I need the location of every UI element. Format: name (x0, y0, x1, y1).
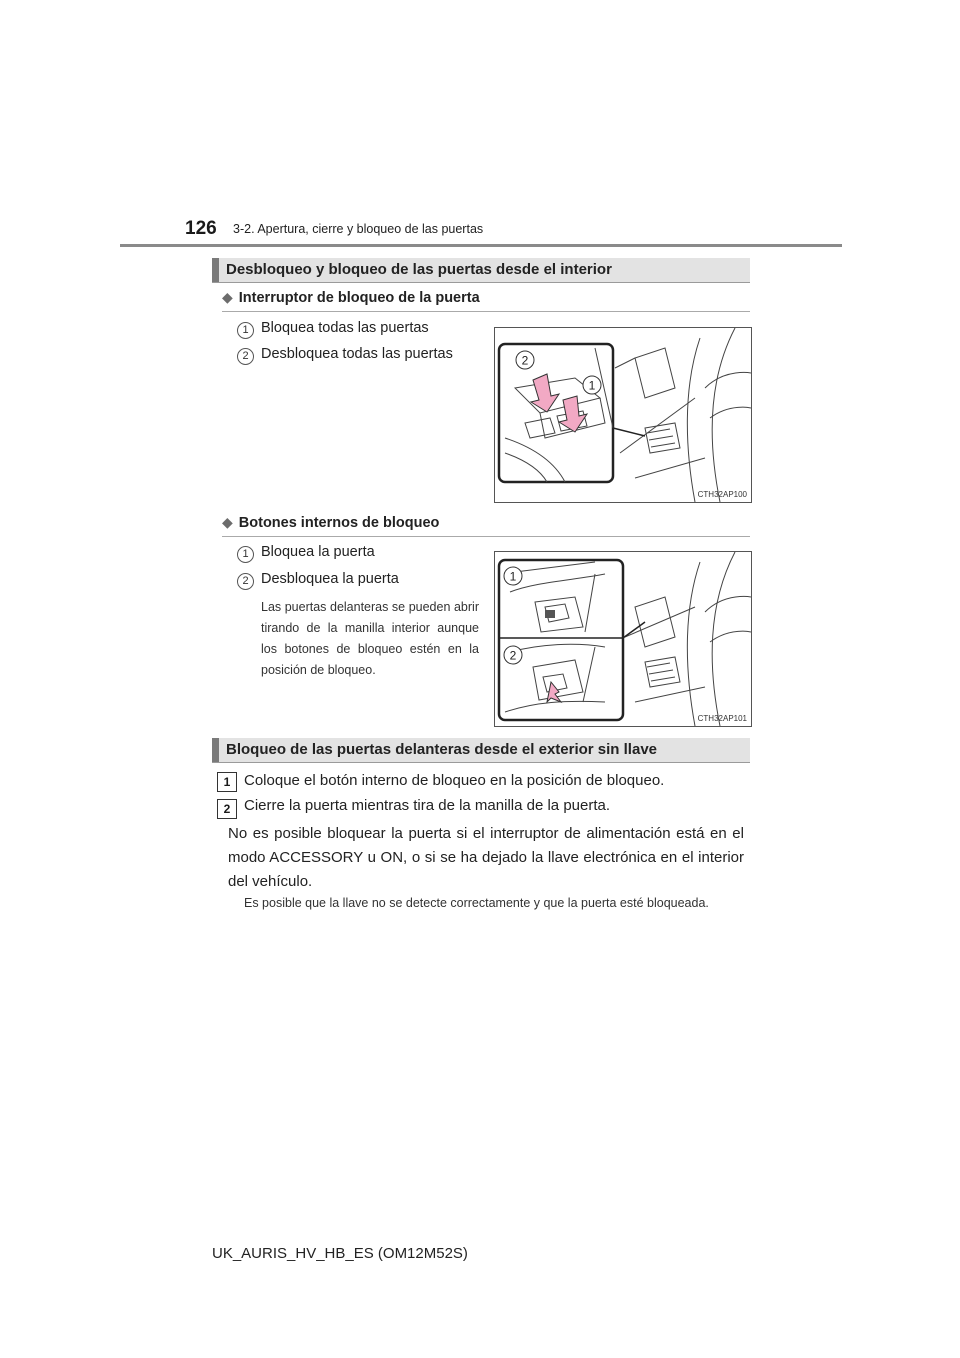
section-accent (212, 258, 219, 282)
item-number: 2 (237, 348, 254, 365)
figure-callout: 2 (509, 648, 517, 663)
figure-code: CTH32AP100 (697, 490, 747, 499)
section-title: Desbloqueo y bloqueo de las puertas desde el interior (226, 261, 612, 278)
figure-code: CTH32AP101 (697, 714, 747, 723)
step-number: 2 (217, 799, 237, 819)
subheading-divider (222, 311, 750, 312)
item-number: 1 (237, 546, 254, 563)
item-number: 1 (237, 322, 254, 339)
subheading-text: Botones internos de bloqueo (238, 515, 440, 531)
body-paragraph: No es posible bloquear la puerta si el interruptor de alimentación está en el modo ACCESSORY u ON, o si se ha dejado la llave electrónica en el interior del vehículo. (228, 825, 744, 890)
header-divider (120, 244, 842, 247)
figure-callout: 2 (521, 353, 529, 368)
figure-callout: 1 (588, 378, 596, 393)
item-text: Desbloquea todas las puertas (261, 346, 453, 362)
chapter-title: 3-2. Apertura, cierre y bloqueo de las puertas (233, 222, 484, 236)
section-heading-exterior (212, 738, 750, 763)
document-code: UK_AURIS_HV_HB_ES (OM12M52S) (212, 1245, 468, 1262)
step-text: Cierre la puerta mientras tira de la manilla de la puerta. (244, 797, 611, 814)
step-number: 1 (217, 772, 237, 792)
item-text: Desbloquea la puerta (261, 571, 399, 587)
figure-lock-buttons (494, 551, 752, 727)
section-title: Bloqueo de las puertas delanteras desde el exterior sin llave (226, 741, 658, 758)
subheading-lock-switch (222, 289, 480, 306)
item-text: Bloquea la puerta (261, 544, 375, 560)
subheading-lock-buttons (222, 514, 439, 531)
lock-buttons-illustration (495, 552, 751, 726)
step-text: Coloque el botón interno de bloqueo en la posición de bloqueo. (244, 772, 665, 789)
note-text: Es posible que la llave no se detecte correctamente y que la puerta esté bloqueada. (244, 896, 709, 910)
section-heading-interior (212, 258, 750, 283)
diamond-bullet-icon: ◆ (222, 289, 233, 305)
item-text: Bloquea todas las puertas (261, 320, 429, 336)
diamond-bullet-icon: ◆ (222, 514, 233, 530)
lock-switch-illustration (495, 328, 751, 502)
page-number: 126 (185, 218, 217, 239)
note-text: Las puertas delanteras se pueden abrir tirando de la manilla interior aunque los botones de bloqueo estén en la posición de bloqueo. (261, 600, 479, 677)
section-accent (212, 738, 219, 762)
subheading-text: Interruptor de bloqueo de la puerta (238, 290, 480, 306)
item-number: 2 (237, 573, 254, 590)
figure-lock-switch (494, 327, 752, 503)
figure-callout: 1 (509, 569, 517, 584)
subheading-divider (222, 536, 750, 537)
